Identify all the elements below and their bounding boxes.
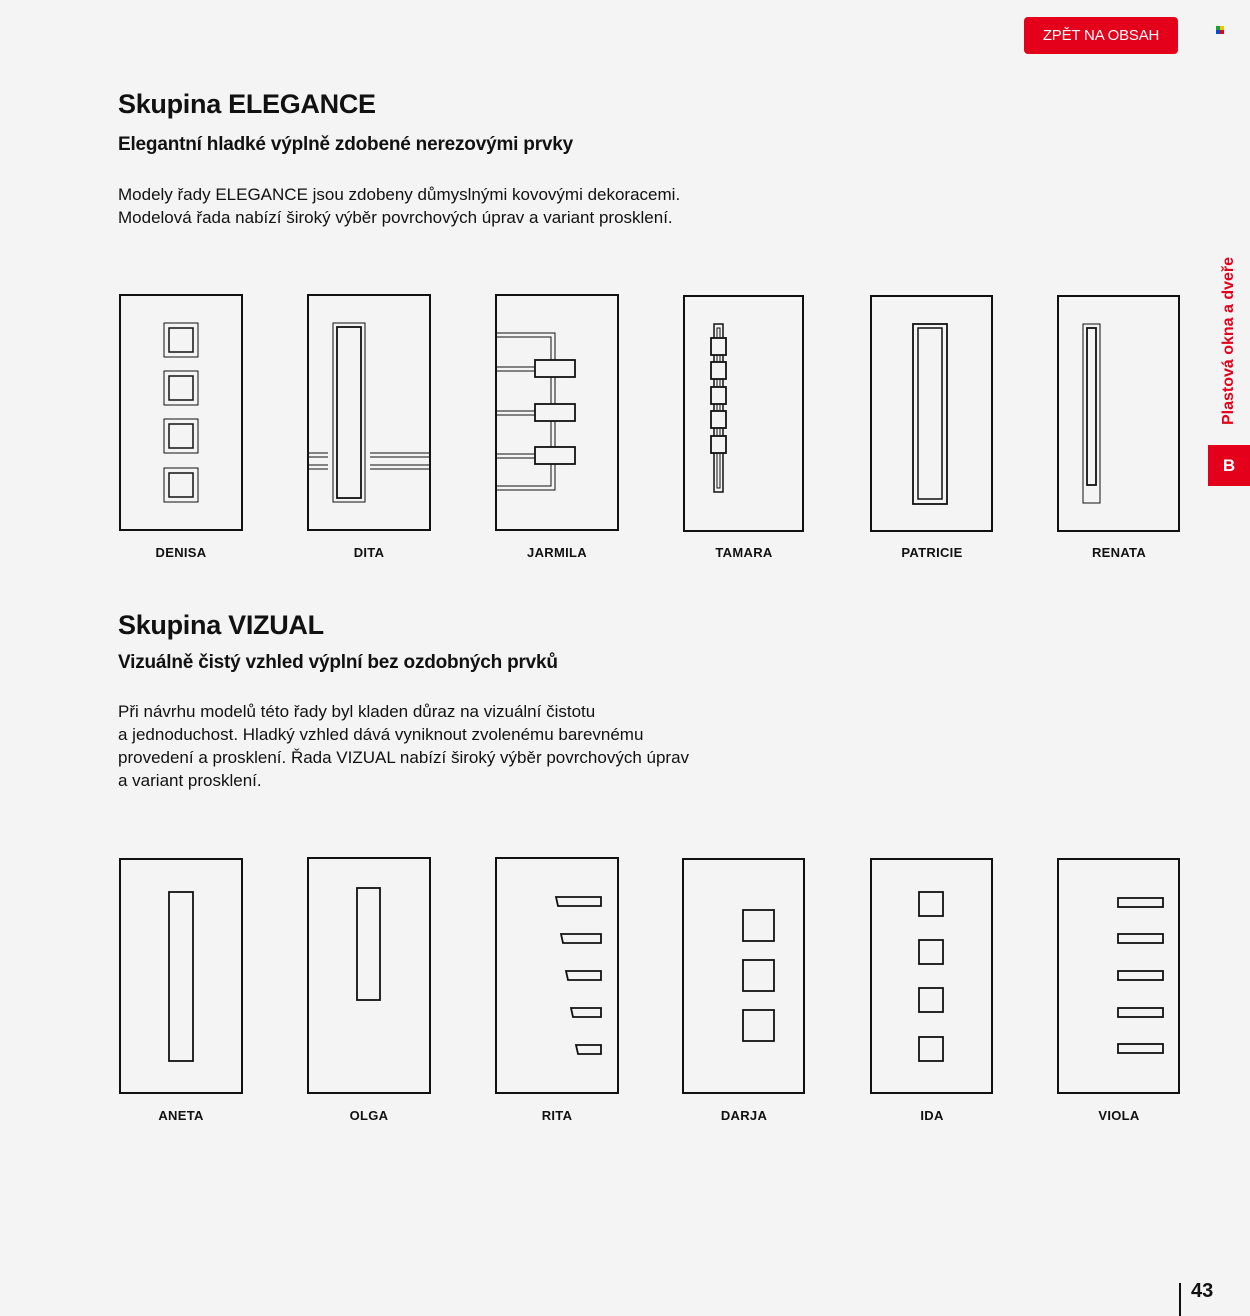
door-renata-drawing: [1056, 294, 1182, 534]
vizual-door-gallery: [118, 857, 1183, 1137]
vizual-description-line: provedení a prosklení. Řada VIZUAL nabízí široký výběr povrchových úprav: [118, 748, 690, 767]
vizual-description: [118, 700, 718, 792]
door-tamara-drawing: [681, 294, 807, 534]
back-to-contents-button[interactable]: ZPĚT NA OBSAH: [1024, 17, 1178, 54]
door-olga[interactable]: [306, 857, 432, 1123]
door-label: OLGA: [349, 1108, 389, 1123]
side-tab[interactable]: [1215, 250, 1243, 432]
door-darja[interactable]: [681, 857, 807, 1123]
elegance-description-line: Modelová řada nabízí široký výběr povrchových úprav a variant prosklení.: [118, 208, 673, 227]
door-denisa[interactable]: [118, 294, 244, 560]
door-darja-drawing: [681, 857, 807, 1097]
door-jarmila[interactable]: [494, 294, 620, 560]
elegance-title: Skupina ELEGANCE: [118, 89, 376, 119]
section-badge[interactable]: B: [1208, 445, 1250, 486]
door-rita[interactable]: [494, 857, 620, 1123]
door-label: DARJA: [720, 1108, 768, 1123]
door-label: DITA: [353, 545, 385, 560]
door-label: DENISA: [155, 545, 207, 560]
door-label: PATRICIE: [901, 545, 963, 560]
door-ida-drawing: [869, 857, 995, 1097]
door-label: ANETA: [158, 1108, 204, 1123]
logo-icon: [1216, 26, 1225, 34]
door-aneta[interactable]: [118, 857, 244, 1123]
door-dita-drawing: [306, 294, 432, 534]
door-dita[interactable]: [306, 294, 432, 560]
elegance-description-line: Modely řady ELEGANCE jsou zdobeny důmyslnými kovovými dekoracemi.: [118, 185, 681, 204]
door-renata[interactable]: [1056, 294, 1182, 560]
vizual-title: Skupina VIZUAL: [118, 610, 324, 640]
door-label: TAMARA: [715, 545, 773, 560]
door-label: RITA: [541, 1108, 573, 1123]
door-aneta-drawing: [118, 857, 244, 1097]
door-denisa-drawing: [118, 294, 244, 534]
elegance-subtitle: Elegantní hladké výplně zdobené nerezovými prvky: [118, 134, 573, 155]
vizual-description-line: a jednoduchost. Hladký vzhled dává vyniknout zvolenému barevnému: [118, 725, 644, 744]
elegance-door-gallery: [118, 294, 1183, 574]
door-patricie[interactable]: [869, 294, 995, 560]
door-label: JARMILA: [527, 545, 587, 560]
door-jarmila-drawing: [494, 294, 620, 534]
door-label: IDA: [920, 1108, 944, 1123]
elegance-description: [118, 183, 718, 229]
vizual-description-line: a variant prosklení.: [118, 771, 262, 790]
door-olga-drawing: [306, 857, 432, 1097]
door-rita-drawing: [494, 857, 620, 1097]
page-number-divider: [1179, 1283, 1181, 1316]
door-ida[interactable]: [869, 857, 995, 1123]
door-label: RENATA: [1091, 545, 1147, 560]
side-tab-label: Plastová okna a dveře: [1220, 256, 1237, 426]
door-label: VIOLA: [1098, 1108, 1140, 1123]
vizual-description-line: Při návrhu modelů této řady byl kladen důraz na vizuální čistotu: [118, 702, 596, 721]
page-number: 43: [1191, 1280, 1214, 1302]
door-patricie-drawing: [869, 294, 995, 534]
door-viola[interactable]: [1056, 857, 1182, 1123]
vizual-subtitle: Vizuálně čistý vzhled výplní bez ozdobných prvků: [118, 652, 558, 673]
door-tamara[interactable]: [681, 294, 807, 560]
door-viola-drawing: [1056, 857, 1182, 1097]
